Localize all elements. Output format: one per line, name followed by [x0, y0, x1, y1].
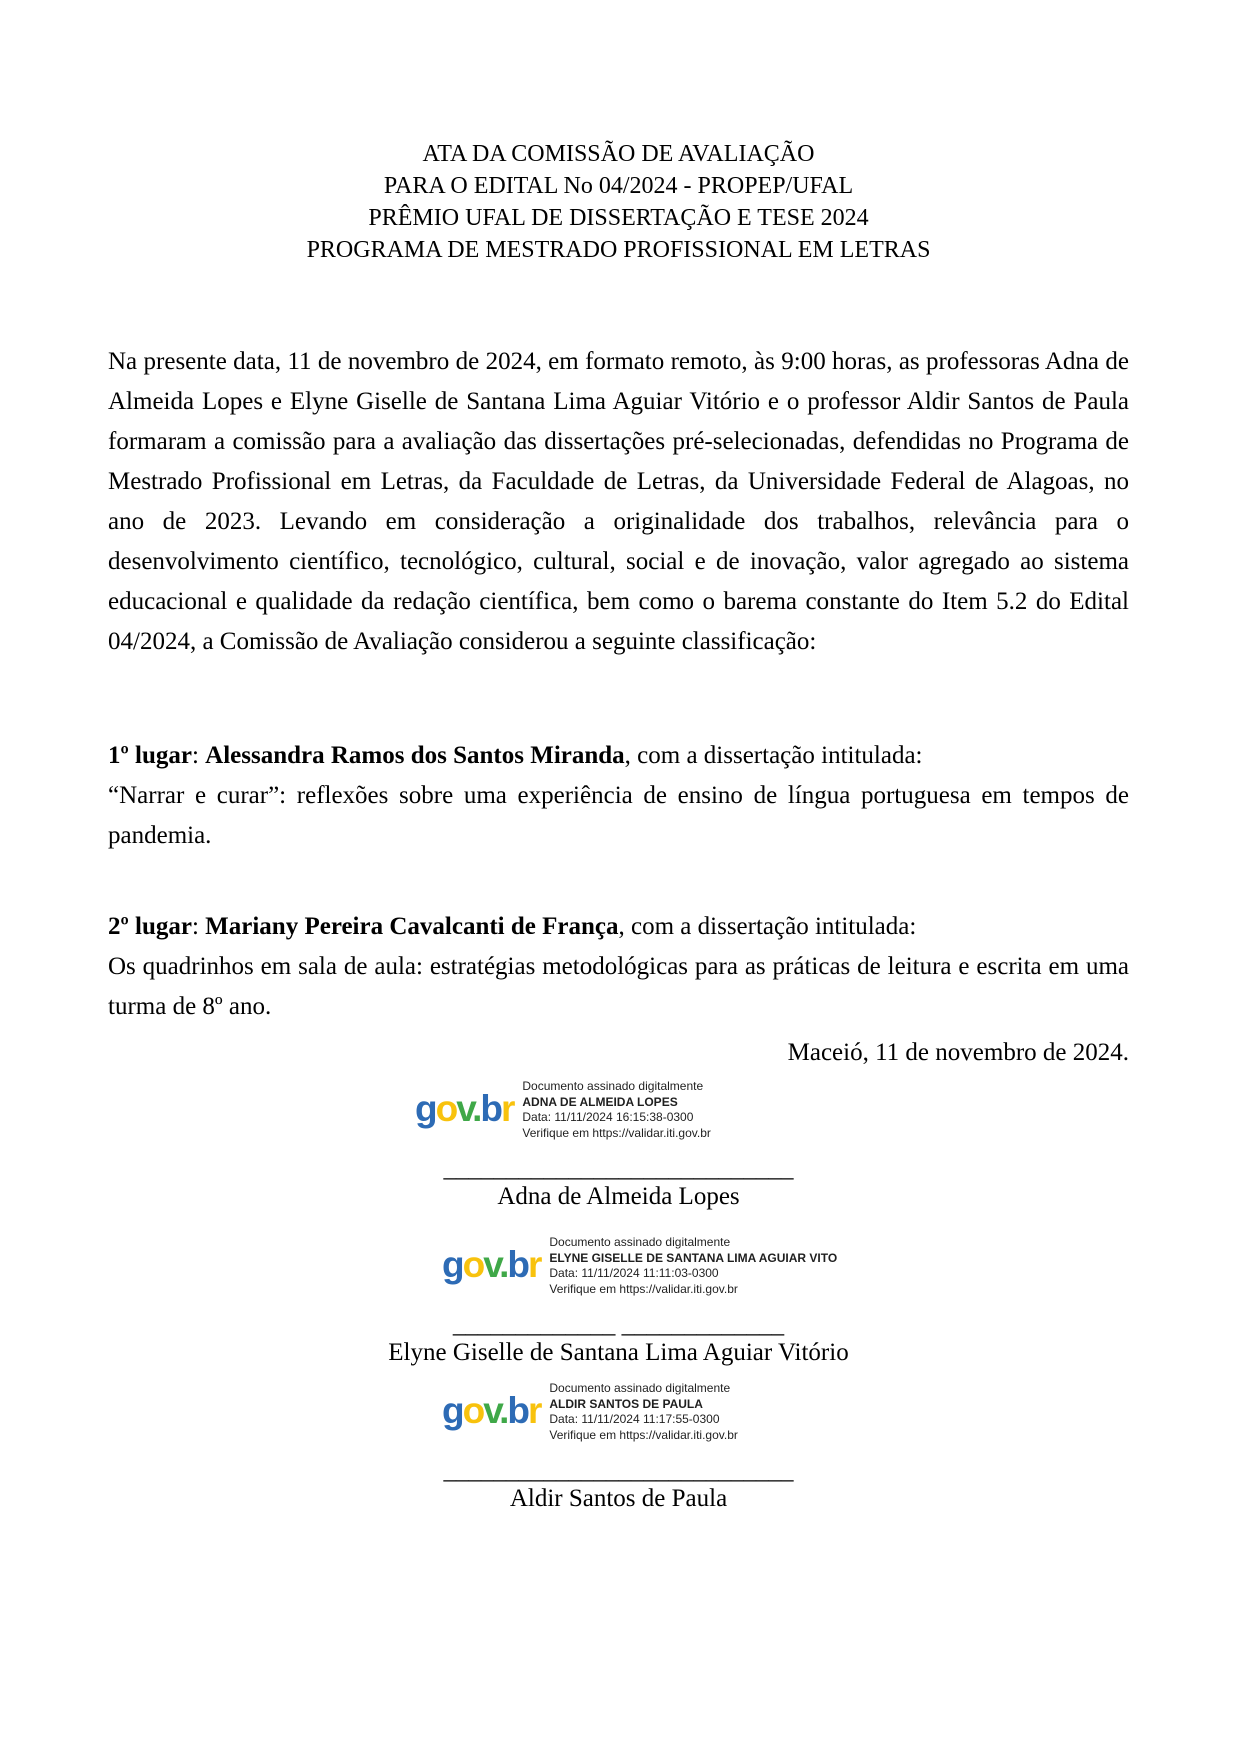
- stamp-header: Documento assinado digitalmente: [549, 1235, 731, 1249]
- stamp-header: Documento assinado digitalmente: [522, 1079, 704, 1093]
- signature-line: ____________________________: [443, 1155, 794, 1182]
- signature-stamp-2: [442, 1235, 1129, 1297]
- stamp-text-2: [549, 1235, 837, 1297]
- first-place-rank-label: 1º lugar: [108, 742, 192, 769]
- stamp-verify-url: Verifique em https://validar.iti.gov.br: [549, 1281, 738, 1296]
- signature-block-2: [108, 1313, 1129, 1369]
- first-place-line: [108, 736, 1129, 776]
- govbr-logo: gov.br: [442, 1244, 541, 1285]
- second-place-separator: :: [191, 913, 206, 940]
- signer-name: Elyne Giselle de Santana Lima Aguiar Vitório: [388, 1339, 849, 1366]
- stamp-date: Data: 11/11/2024 11:11:03-0300: [549, 1266, 719, 1280]
- first-place-work-title: “Narrar e curar”: reflexões sobre uma experiência de ensino de língua portuguesa em tempos de pandemia.: [108, 782, 1129, 849]
- second-place-rest: , com a dissertação intitulada:: [618, 913, 917, 940]
- signature-block-3: [108, 1459, 1129, 1515]
- stamp-verify-url: Verifique em https://validar.iti.gov.br: [549, 1427, 738, 1442]
- signature-block-1: [108, 1157, 1129, 1213]
- first-place-separator: :: [191, 742, 206, 769]
- title-line-2: PARA O EDITAL No 04/2024 - PROPEP/UFAL: [383, 173, 854, 199]
- signature-line: _____________ _____________: [452, 1311, 785, 1338]
- first-place-winner-name: Alessandra Ramos dos Santos Miranda: [205, 742, 625, 769]
- stamp-text-3: [549, 1381, 738, 1443]
- stamp-signer: ELYNE GISELLE DE SANTANA LIMA AGUIAR VITO: [549, 1250, 838, 1265]
- first-place-rest: , com a dissertação intitulada:: [624, 742, 923, 769]
- signature-stamp-3: [442, 1381, 1129, 1443]
- title-line-3: PRÊMIO UFAL DE DISSERTAÇÃO E TESE 2024: [368, 205, 869, 231]
- stamp-signer: ALDIR SANTOS DE PAULA: [549, 1396, 703, 1411]
- title-line-4: PROGRAMA DE MESTRADO PROFISSIONAL EM LETRAS: [306, 237, 931, 263]
- stamp-header: Documento assinado digitalmente: [549, 1381, 731, 1395]
- govbr-logo: gov.br: [415, 1088, 514, 1129]
- signature-stamp-1: [415, 1079, 1129, 1141]
- govbr-logo: gov.br: [442, 1390, 541, 1431]
- intro-paragraph: Na presente data, 11 de novembro de 2024, em formato remoto, às 9:00 horas, as professoras Adna de Almeida Lopes e Elyne Giselle de Santana Lima Aguiar Vitório e o professor Aldir Santos de Paula formaram a comissão para a avaliação das dissertações pré-selecionadas, defendidas no Programa de Mestrado Profissional em Letras, da Faculdade de Letras, da Universidade Federal de Alagoas, no ano de 2023. Levando em consideração a originalidade dos trabalhos, relevância para o desenvolvimento científico, tecnológico, cultural, social e de inovação, valor agregado ao sistema educacional e qualidade da redação científica, bem como o barema constante do Item 5.2 do Edital 04/2024, a Comissão de Avaliação considerou a seguinte classificação:: [108, 348, 1129, 655]
- document-title: [108, 138, 1129, 266]
- signer-name: Aldir Santos de Paula: [509, 1485, 728, 1512]
- title-line-1: ATA DA COMISSÃO DE AVALIAÇÃO: [422, 141, 815, 167]
- second-place-winner-name: Mariany Pereira Cavalcanti de França: [205, 913, 619, 940]
- signer-name: Adna de Almeida Lopes: [497, 1183, 740, 1210]
- second-place-line: [108, 907, 1129, 947]
- second-place-rank-label: 2º lugar: [108, 913, 192, 940]
- signature-line: ____________________________: [443, 1457, 794, 1484]
- stamp-verify-url: Verifique em https://validar.iti.gov.br: [522, 1125, 711, 1140]
- second-place-work-title: Os quadrinhos em sala de aula: estratégias metodológicas para as práticas de leitura e escrita em uma turma de 8º ano.: [108, 953, 1129, 1020]
- stamp-signer: ADNA DE ALMEIDA LOPES: [522, 1094, 678, 1109]
- stamp-date: Data: 11/11/2024 16:15:38-0300: [522, 1110, 694, 1124]
- stamp-text-1: [522, 1079, 711, 1141]
- dateline: Maceió, 11 de novembro de 2024.: [787, 1039, 1129, 1066]
- stamp-date: Data: 11/11/2024 11:17:55-0300: [549, 1412, 720, 1426]
